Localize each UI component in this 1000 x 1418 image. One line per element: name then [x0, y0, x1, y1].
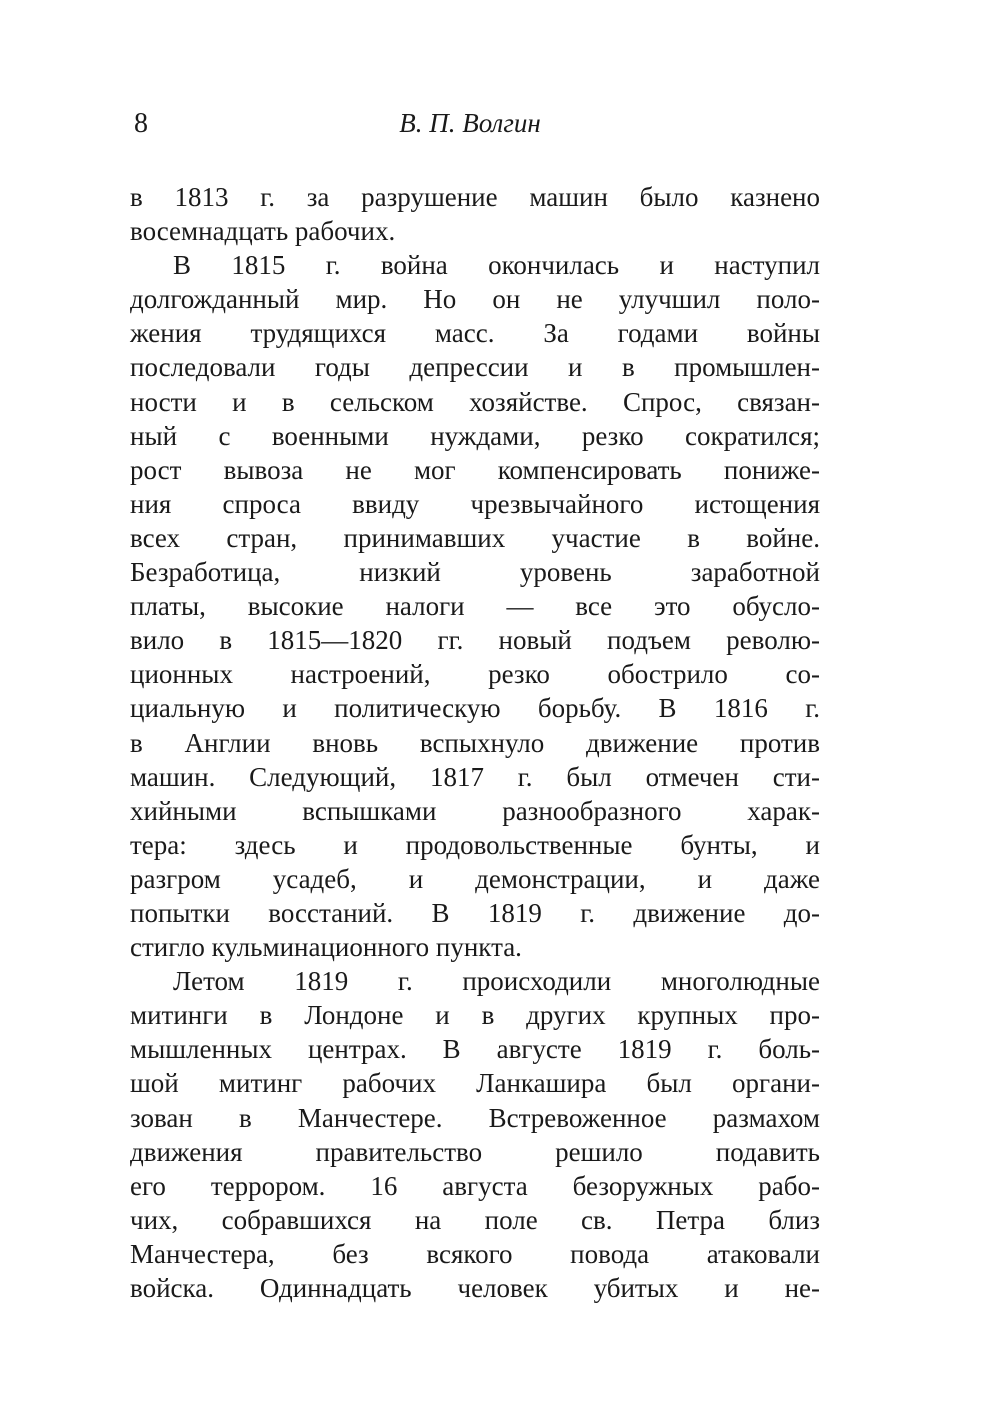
paragraph	[130, 248, 820, 964]
text-line: движения правительство решило подавить	[130, 1136, 820, 1167]
paragraph	[130, 964, 820, 1305]
text-line: мышленных центрах. В августе 1819 г. боль-	[130, 1034, 820, 1065]
text-line: в 1813 г. за разрушение машин было казнено	[130, 182, 820, 212]
text-line: ционных настроений, резко обострило со-	[130, 659, 820, 690]
text-line: митинги в Лондоне и в других крупных про-	[130, 1000, 820, 1031]
text-line: стигло кульминационного пункта.	[130, 932, 522, 963]
text-line: рост вывоза не мог компенсировать пониже-	[130, 454, 820, 485]
text-line: жения трудящихся масс. За годами войны	[130, 318, 820, 349]
text-line: разгром усадеб, и демонстрации, и даже	[130, 863, 820, 894]
text-line: ности и в сельском хозяйстве. Спрос, связан-	[130, 386, 820, 417]
text-line: войска. Одиннадцать человек убитых и не-	[130, 1273, 820, 1303]
text-line: в Англии вновь вспыхнуло движение против	[130, 727, 820, 758]
text-line: зован в Манчестере. Встревоженное размахом	[130, 1102, 820, 1133]
text-line: В 1815 г. война окончилась и наступил	[173, 250, 820, 281]
paragraph	[130, 180, 820, 248]
text-line: восемнадцать рабочих.	[130, 216, 396, 247]
text-line: Безработица, низкий уровень заработной	[130, 557, 820, 588]
page-number: 8	[134, 108, 148, 139]
text-line: всех стран, принимавших участие в войне.	[130, 522, 820, 553]
text-line: последовали годы депрессии и в промышлен-	[130, 352, 820, 383]
text-line: машин. Следующий, 1817 г. был отмечен сти-	[130, 761, 820, 792]
text-line: Манчестера, без всякого повода атаковали	[130, 1238, 820, 1269]
text-line: чих, собравшихся на поле св. Петра близ	[130, 1204, 820, 1235]
text-line: тера: здесь и продовольственные бунты, и	[130, 829, 820, 860]
text-line: попытки восстаний. В 1819 г. движение до-	[130, 897, 820, 928]
body-text	[130, 180, 820, 1305]
text-line: ния спроса ввиду чрезвычайного истощения	[130, 488, 820, 519]
text-line: долгожданный мир. Но он не улучшил поло-	[130, 284, 820, 315]
text-line: шой митинг рабочих Ланкашира был органи-	[130, 1068, 820, 1099]
text-line: Летом 1819 г. происходили многолюдные	[173, 966, 820, 997]
text-line: вило в 1815—1820 гг. новый подъем револю-	[130, 625, 820, 656]
text-line: платы, высокие налоги — все это обусло-	[130, 591, 820, 622]
running-head: В. П. Волгин	[399, 108, 541, 138]
text-line: ный с военными нуждами, резко сократился;	[130, 420, 820, 451]
text-line: хийными вспышками разнообразного харак-	[130, 795, 820, 826]
text-line: циальную и политическую борьбу. В 1816 г.	[130, 693, 820, 724]
text-line: его террором. 16 августа безоружных рабо-	[130, 1170, 820, 1201]
